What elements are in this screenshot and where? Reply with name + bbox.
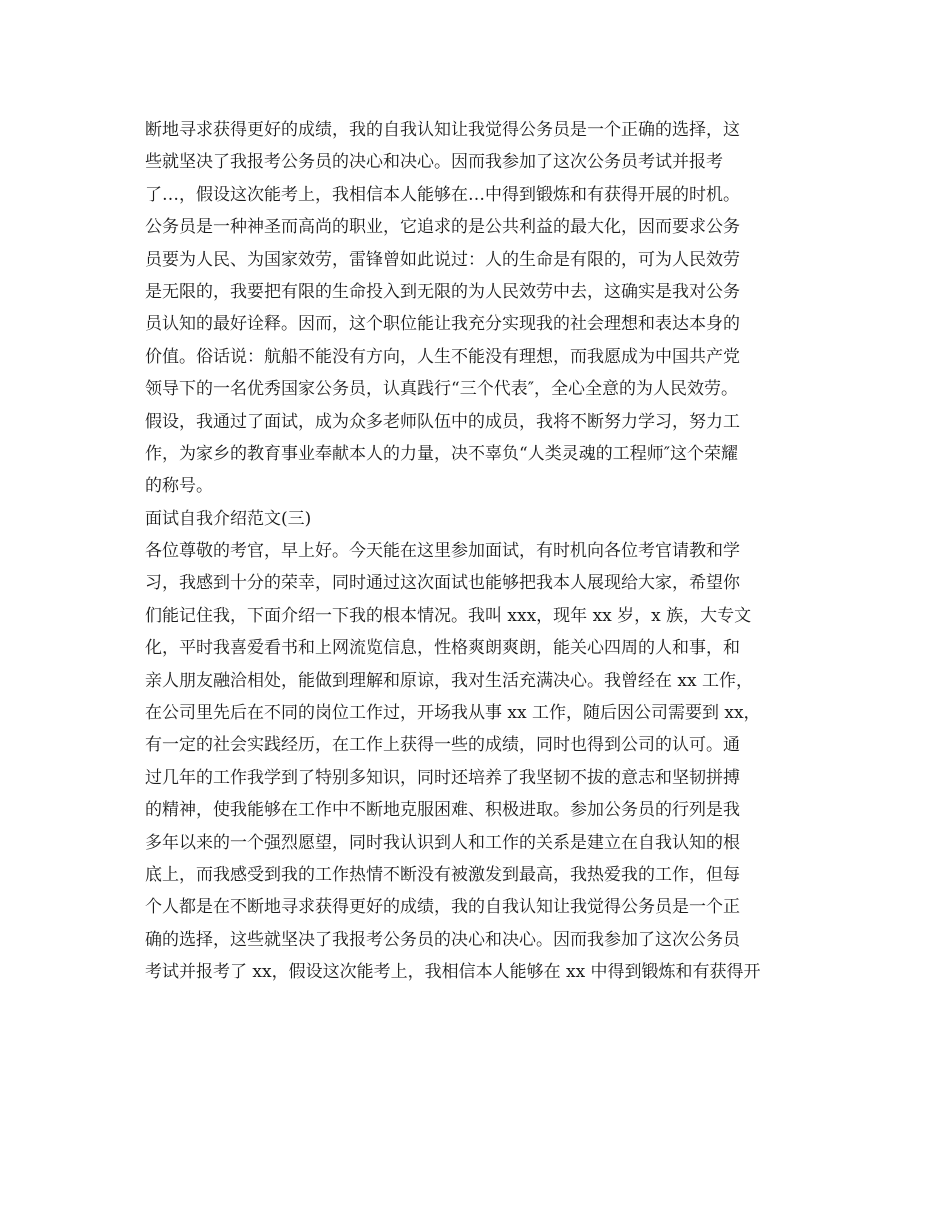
text-line: 有一定的社会实践经历，在工作上获得一些的成绩，同时也得到公司的认可。通 [145,735,740,756]
text-line: 假设，我通过了面试，成为众多老师队伍中的成员，我将不断努力学习，努力工 [145,411,740,432]
text-line: 考试并报考了 xx，假设这次能考上，我相信本人能够在 xx 中得到锻炼和有获得开 [145,962,761,983]
text-line: 们能记住我，下面介绍一下我的根本情况。我叫 xxx，现年 xx 岁，x 族，大专文 [145,605,752,626]
text-line: 个人都是在不断地寻求获得更好的成绩，我的自我认知让我觉得公务员是一个正 [145,897,740,918]
text-line: 多年以来的一个强烈愿望，同时我认识到人和工作的关系是建立在自我认知的根 [145,832,740,853]
text-line: 底上，而我感受到我的工作热情不断没有被激发到最高，我热爱我的工作，但每 [145,864,740,885]
text-line: 价值。俗话说：航船不能没有方向，人生不能没有理想，而我愿成为中国共产党 [145,346,740,367]
text-line: 的精神，使我能够在工作中不断地克服困难、积极进取。参加公务员的行列是我 [145,800,740,821]
section-heading: 面试自我介绍范文(三) [145,508,312,529]
text-line: 领导下的一名优秀国家公务员，认真践行“三个代表″，全心全意的为人民效劳。 [145,379,739,400]
text-line: 确的选择，这些就坚决了我报考公务员的决心和决心。因而我参加了这次公务员 [145,929,740,950]
text-line: 断地寻求获得更好的成绩，我的自我认知让我觉得公务员是一个正确的选择，这 [145,120,740,140]
text-line: 作，为家乡的教育事业奉献本人的力量，决不辜负“人类灵魂的工程师″这个荣耀 [145,443,739,464]
text-line: 亲人朋友融洽相处，能做到理解和原谅，我对生活充满决心。我曾经在 xx 工作， [145,670,753,691]
text-line: 些就坚决了我报考公务员的决心和决心。因而我参加了这次公务员考试并报考 [145,152,723,173]
text-line: 过几年的工作我学到了特别多知识，同时还培养了我坚韧不拔的意志和坚韧拼搏 [145,767,740,788]
text-line: 了…，假设这次能考上，我相信本人能够在…中得到锻炼和有获得开展的时机。 [145,184,740,205]
text-line: 的称号。 [145,476,213,497]
text-line: 在公司里先后在不同的岗位工作过，开场我从事 xx 工作，随后因公司需要到 xx， [145,703,761,724]
text-line: 习，我感到十分的荣幸，同时通过这次面试也能够把我本人展现给大家，希望你 [145,573,740,594]
text-line: 是无限的，我要把有限的生命投入到无限的为人民效劳中去，这确实是我对公务 [145,281,740,302]
text-line: 化，平时我喜爱看书和上网流览信息，性格爽朗爽朗，能关心四周的人和事，和 [145,638,740,659]
document-body [145,114,810,989]
text-line: 员要为人民、为国家效劳，雷锋曾如此说过：人的生命是有限的，可为人民效劳 [145,249,740,270]
text-line: 各位尊敬的考官，早上好。今天能在这里参加面试，有时机向各位考官请教和学 [145,541,740,562]
text-line: 员认知的最好诠释。因而，这个职位能让我充分实现我的社会理想和表达本身的 [145,314,740,335]
text-line: 公务员是一种神圣而高尚的职业，它追求的是公共利益的最大化，因而要求公务 [145,217,740,238]
